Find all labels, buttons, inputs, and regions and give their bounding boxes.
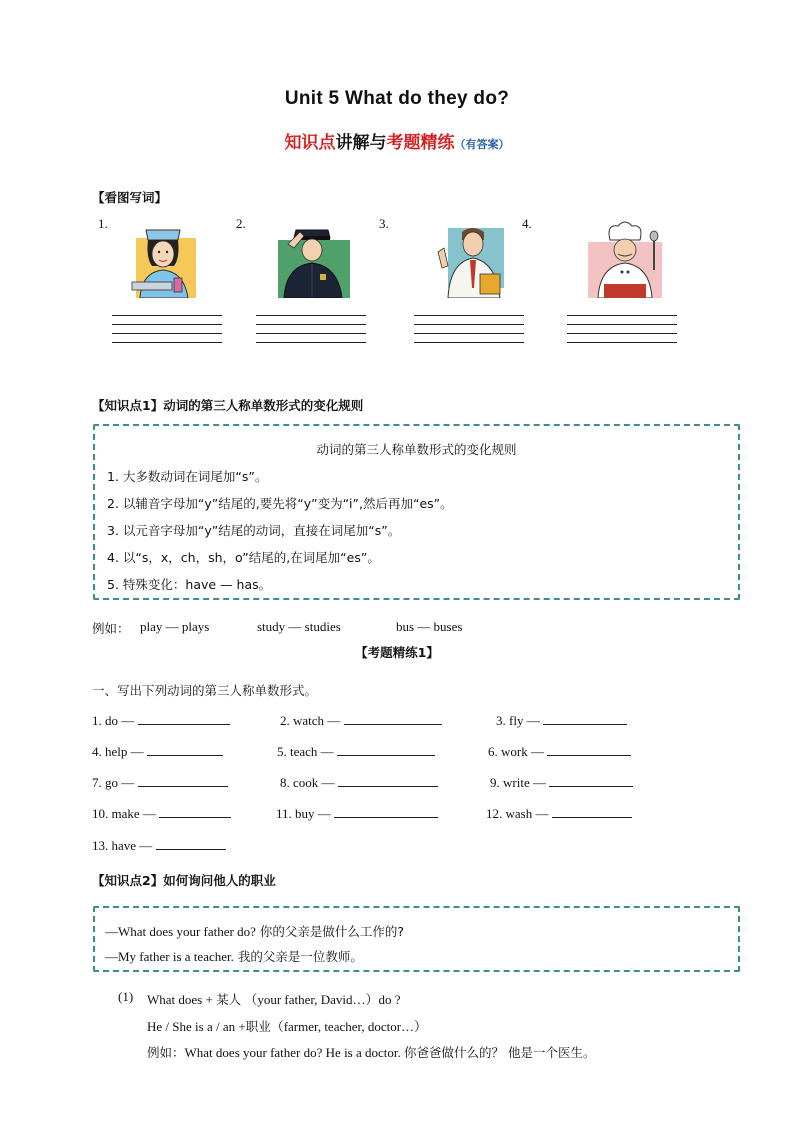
answer-blank-12[interactable] — [552, 804, 632, 818]
dialog-box — [93, 906, 740, 972]
nurse-icon — [118, 218, 208, 298]
rule-3: 3. 以元音字母加“y”结尾的动词，直接在词尾加“s”。 — [107, 523, 401, 538]
example-1: play — plays — [140, 619, 210, 634]
answer-blank-4[interactable] — [147, 742, 223, 756]
exercise-item-11: 11. buy — — [276, 804, 438, 822]
picture-num-1: 1. — [98, 216, 108, 231]
answer-blank-11[interactable] — [334, 804, 438, 818]
answer-blank-3[interactable] — [543, 711, 627, 725]
answer-blank-10[interactable] — [159, 804, 231, 818]
subtitle-part-and: 讲解与 — [335, 133, 387, 153]
exercise-item-6: 6. work — — [488, 742, 631, 760]
write-lines-1[interactable] — [112, 308, 222, 344]
answer-blank-7[interactable] — [138, 773, 228, 787]
exercise-item-3: 3. fly — — [496, 711, 627, 729]
answer-blank-8[interactable] — [338, 773, 438, 787]
answer-blank-5[interactable] — [337, 742, 435, 756]
rules-box — [93, 424, 740, 600]
subtitle-part-exercise: 考题精练 — [386, 133, 455, 153]
rule-4: 4. 以“s，x，ch，sh，o”结尾的,在词尾加“es”。 — [107, 550, 380, 565]
chef-icon — [580, 218, 670, 298]
picture-num-3: 3. — [379, 216, 389, 231]
rule-1: 1. 大多数动词在词尾加“s”。 — [107, 469, 268, 484]
rule-5: 5. 特殊变化：have — has。 — [107, 577, 272, 592]
knowledge2-heading: 【知识点2】如何询问他人的职业 — [92, 873, 276, 888]
dialog-line-2: —My father is a teacher. 我的父亲是一位教师。 — [105, 949, 363, 964]
knowledge1-heading: 【知识点1】动词的第三人称单数形式的变化规则 — [92, 398, 364, 413]
subtitle-part-knowledge: 知识点 — [284, 133, 336, 153]
point-example: 例如：What does your father do? He is a doctor. 你爸爸做什么的？ 他是一个医生。 — [147, 1045, 596, 1060]
answer-blank-1[interactable] — [138, 711, 230, 725]
exercise-item-8: 8. cook — — [280, 773, 438, 791]
answer-blank-2[interactable] — [344, 711, 442, 725]
exercise-item-2: 2. watch — — [280, 711, 442, 729]
exercise-item-1: 1. do — — [92, 711, 230, 729]
exercise-item-4: 4. help — — [92, 742, 223, 760]
page-title: Unit 5 What do they do? — [284, 88, 510, 109]
point-num: (1) — [118, 989, 134, 1004]
answer-blank-6[interactable] — [547, 742, 631, 756]
point-answer-pattern: He / She is a / an +职业（farmer, teacher, doctor…） — [147, 1019, 428, 1034]
page-subtitle — [0, 128, 794, 153]
subtitle-note: （有答案） — [454, 138, 510, 151]
picture-section-heading: 【看图写词】 — [92, 190, 168, 205]
picture-num-2: 2. — [236, 216, 246, 231]
point-question-pattern: What does + 某人 （your father, David…）do ? — [147, 992, 401, 1007]
police-officer-icon — [268, 218, 358, 298]
dialog-line-1: —What does your father do? 你的父亲是做什么工作的? — [105, 924, 405, 939]
write-lines-2[interactable] — [256, 308, 366, 344]
exercise-item-13: 13. have — — [92, 836, 226, 854]
exercise-item-5: 5. teach — — [277, 742, 435, 760]
example-3: bus — buses — [396, 619, 463, 634]
rule-2: 2. 以辅音字母加“y”结尾的,要先将“y”变为“i”,然后再加“es”。 — [107, 496, 453, 511]
exercise1-instruction: 一、写出下列动词的第三人称单数形式。 — [92, 683, 318, 698]
example-label: 例如： — [92, 621, 130, 636]
exercise-item-9: 9. write — — [490, 773, 633, 791]
answer-blank-13[interactable] — [156, 836, 226, 850]
example-2: study — studies — [257, 619, 341, 634]
answer-blank-9[interactable] — [549, 773, 633, 787]
exercise-item-7: 7. go — — [92, 773, 228, 791]
businessman-icon — [428, 218, 518, 298]
picture-num-4: 4. — [522, 216, 532, 231]
rules-box-title: 动词的第三人称单数形式的变化规则 — [316, 442, 517, 457]
exercise-item-10: 10. make — — [92, 804, 231, 822]
write-lines-3[interactable] — [414, 308, 524, 344]
write-lines-4[interactable] — [567, 308, 677, 344]
exercise-item-12: 12. wash — — [486, 804, 632, 822]
exercise1-heading: 【考题精练1】 — [355, 645, 439, 660]
